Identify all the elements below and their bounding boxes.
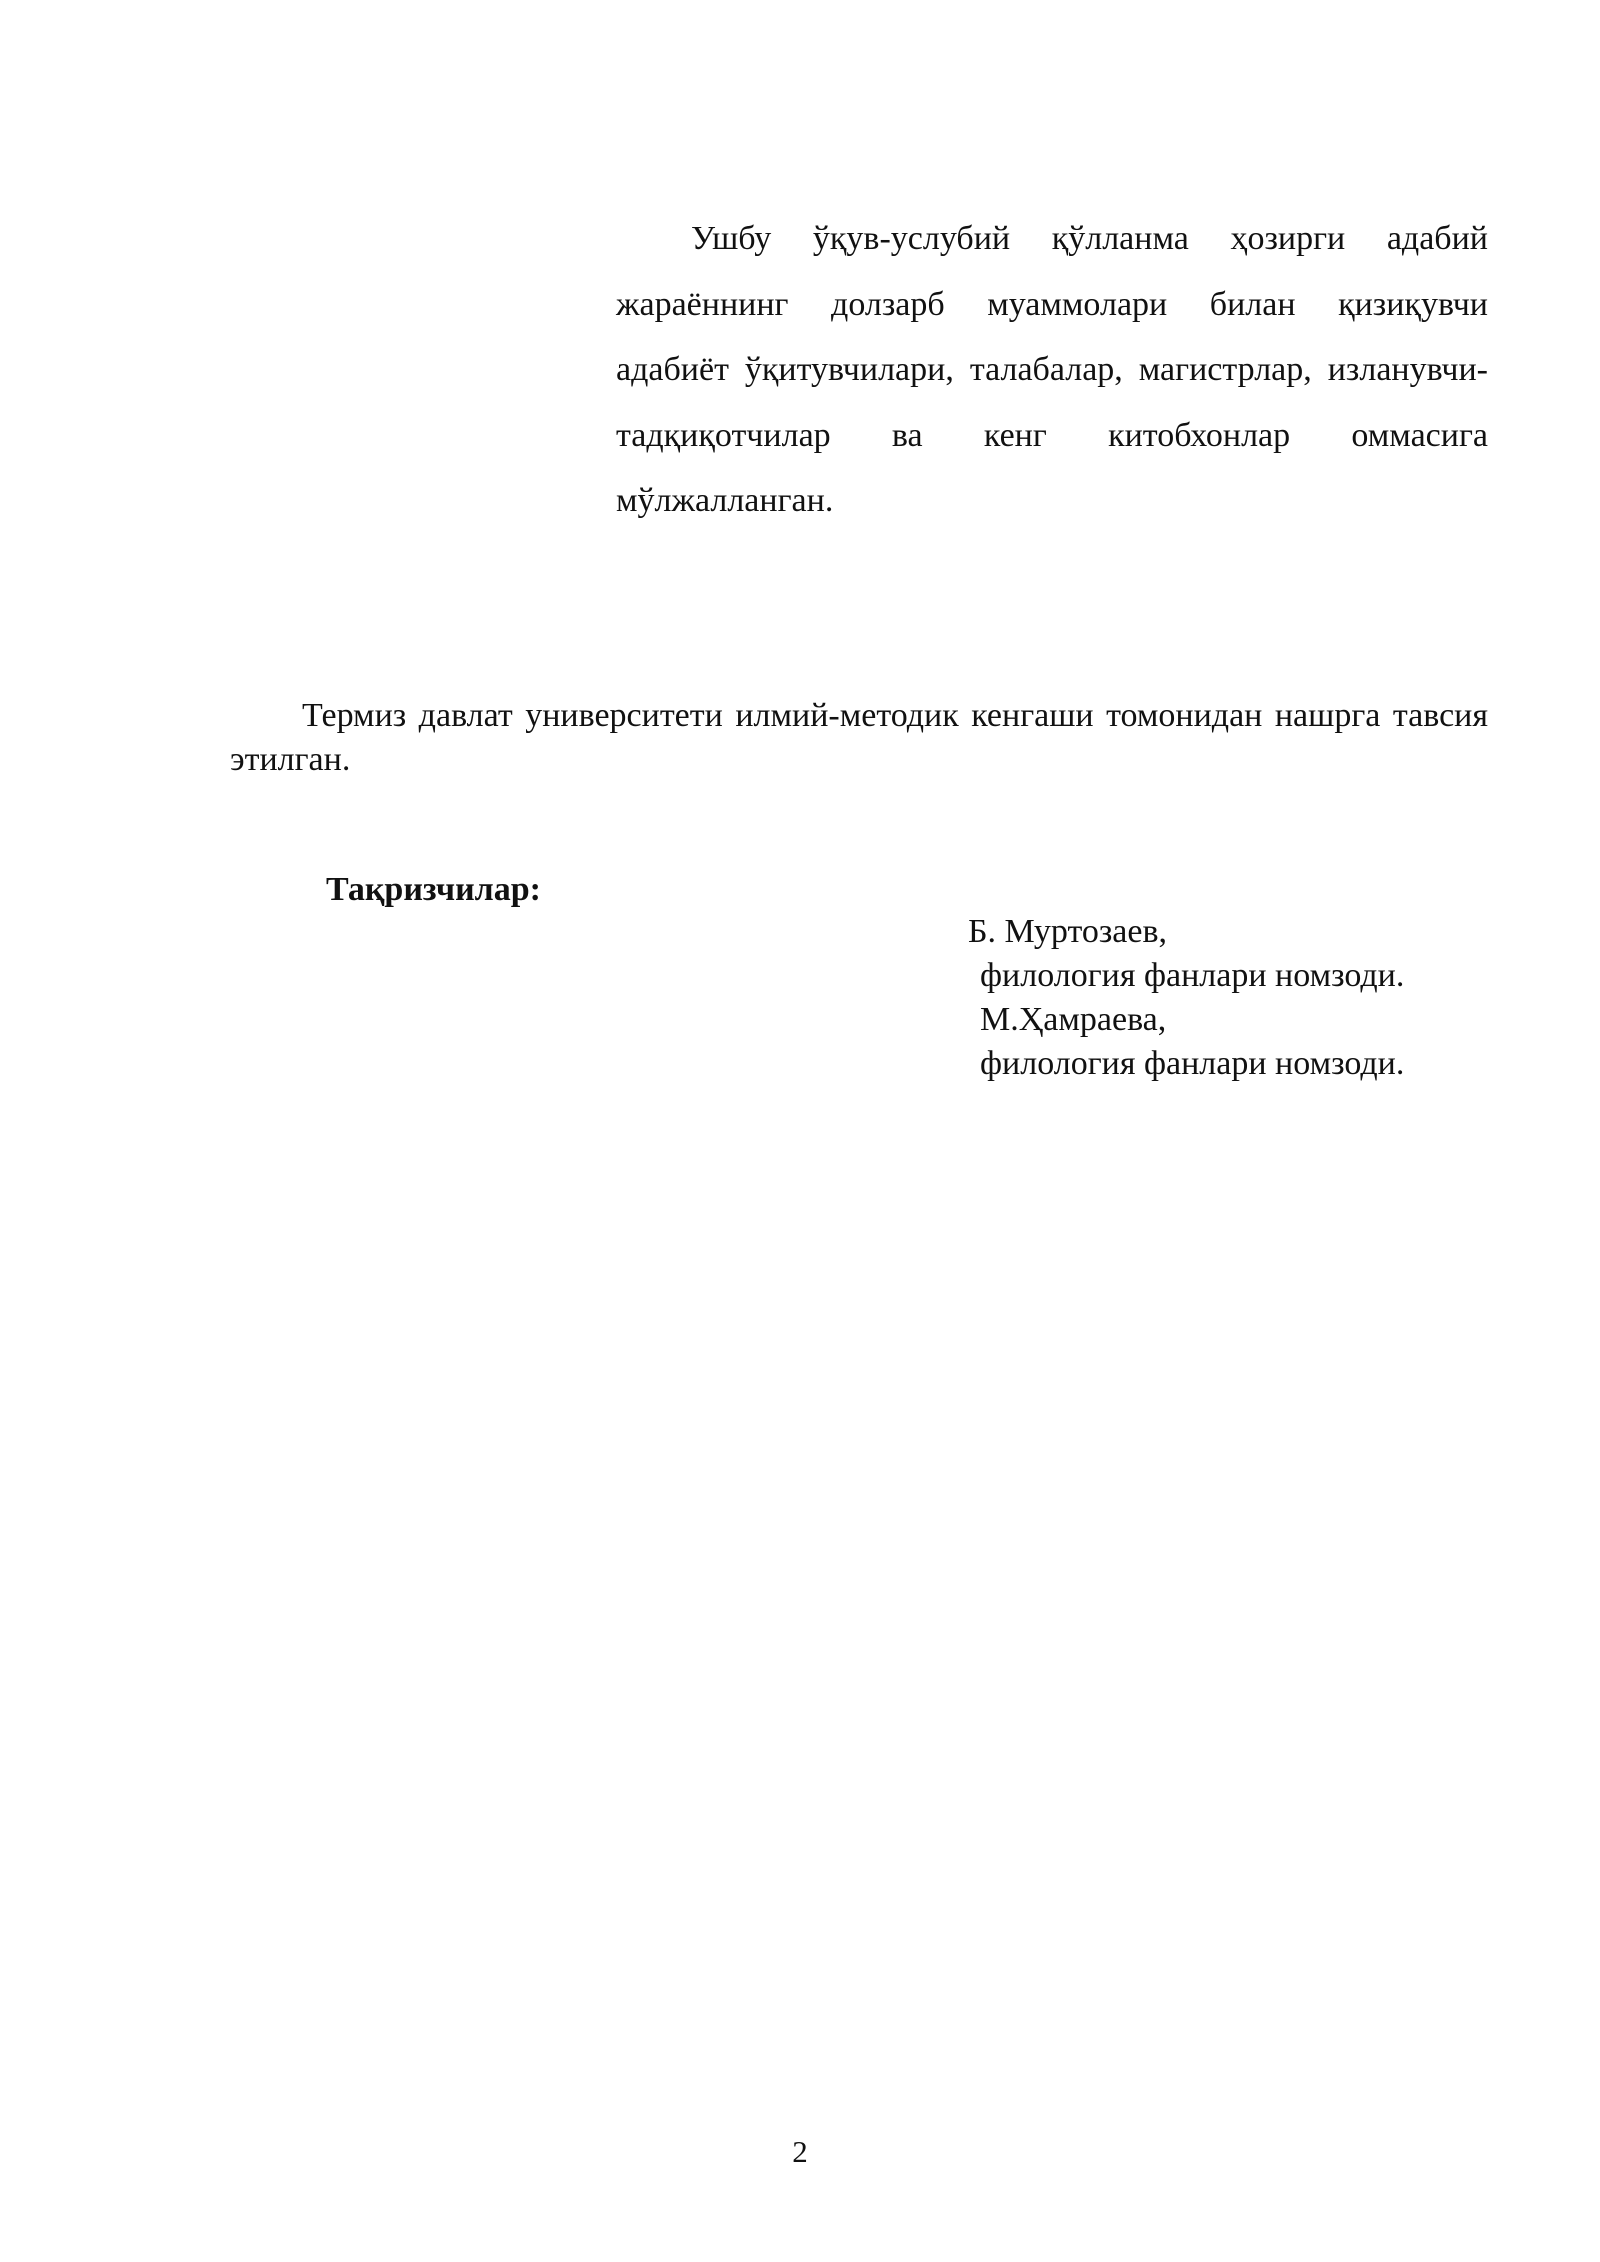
reviewer-degree: филология фанлари номзоди. — [980, 957, 1405, 994]
abstract-paragraph: Ушбу ўқув-услубий қўлланма ҳозирги адабий жараённинг долзарб муаммолари билан қизиқувчи адабиёт ўқитувчилари, талабалар, магистрлар, изланувчи-тадқиқотчилар ва кенг китобхонлар оммасига мўлжалланган. — [616, 220, 1488, 519]
reviewer-name: Б. Муртозаев, — [968, 913, 1168, 950]
publication-recommendation: Термиз давлат университети илмий-методик кенгаши томонидан нашрга тавсия этилган. — [230, 697, 1488, 778]
page-number: 2 — [792, 2134, 808, 2169]
reviewers-heading: Тақризчилар: — [326, 871, 541, 908]
reviewer-name: М.Ҳамраева, — [980, 1001, 1167, 1038]
reviewer-degree: филология фанлари номзоди. — [980, 1045, 1405, 1082]
reviewers-list — [968, 910, 1528, 1086]
